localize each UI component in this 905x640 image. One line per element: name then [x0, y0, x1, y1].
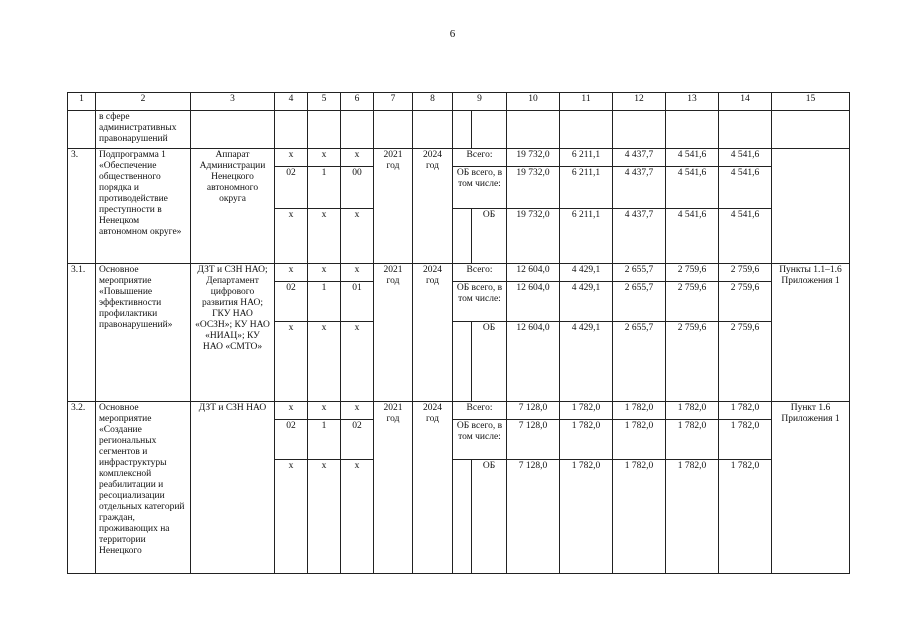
value-cell: 1 782,0	[719, 420, 772, 460]
value-cell: 19 732,0	[507, 149, 560, 167]
kbk-cell: 00	[341, 167, 374, 209]
table-row	[68, 264, 850, 282]
source-label: ОБ	[472, 460, 507, 574]
value-cell: 4 437,7	[613, 209, 666, 264]
value-cell: 6 211,1	[560, 209, 613, 264]
source-label: ОБ	[472, 209, 507, 264]
header-cell: 11	[560, 93, 613, 111]
source-label: Всего:	[453, 402, 507, 420]
program-table	[67, 92, 850, 574]
value-cell: 1 782,0	[560, 460, 613, 574]
page-number: 6	[449, 28, 456, 40]
note-cell	[772, 149, 850, 264]
value-cell: 4 437,7	[613, 167, 666, 209]
source-label: Всего:	[453, 264, 507, 282]
header-cell: 4	[275, 93, 308, 111]
value-cell: 1 782,0	[613, 460, 666, 574]
kbk-cell: х	[308, 209, 341, 264]
executor: ДЗТ и СЗН НАО	[191, 402, 275, 574]
header-cell: 8	[413, 93, 453, 111]
header-cell: 1	[68, 93, 96, 111]
value-cell: 2 655,7	[613, 264, 666, 282]
value-cell: 2 759,6	[666, 322, 719, 402]
kbk-cell: х	[341, 149, 374, 167]
header-cell: 3	[191, 93, 275, 111]
value-cell: 4 437,7	[613, 149, 666, 167]
value-cell: 1 782,0	[719, 460, 772, 574]
kbk-cell: х	[275, 460, 308, 574]
value-cell: 1 782,0	[666, 420, 719, 460]
value-cell: 4 541,6	[666, 149, 719, 167]
value-cell: 2 655,7	[613, 322, 666, 402]
value-cell: 6 211,1	[560, 149, 613, 167]
source-label: ОБ всего, в том числе:	[453, 282, 507, 322]
kbk-cell: 1	[308, 282, 341, 322]
value-cell: 19 732,0	[507, 209, 560, 264]
activity-name: Основное мероприятие «Создание региональных сегментов и инфраструктуры комплексной реабилитации и ресоциализации отдельных категорий граждан, проживающих на территории Ненецкого	[96, 402, 191, 574]
value-cell: 2 655,7	[613, 282, 666, 322]
start-year: 2021 год	[374, 402, 413, 574]
kbk-cell: 01	[341, 282, 374, 322]
header-cell: 15	[772, 93, 850, 111]
header-row	[68, 93, 850, 111]
value-cell: 1 782,0	[719, 402, 772, 420]
kbk-cell: х	[275, 209, 308, 264]
header-cell: 2	[96, 93, 191, 111]
value-cell: 1 782,0	[613, 420, 666, 460]
kbk-cell: 1	[308, 167, 341, 209]
value-cell: 2 759,6	[719, 282, 772, 322]
activity-name: в сфере административных правонарушений	[96, 111, 191, 149]
executor: Аппарат Администрации Ненецкого автономного округа	[191, 149, 275, 264]
kbk-cell: 02	[341, 420, 374, 460]
header-cell: 10	[507, 93, 560, 111]
source-label: ОБ	[472, 322, 507, 402]
value-cell: 4 541,6	[719, 149, 772, 167]
kbk-cell: 02	[275, 282, 308, 322]
kbk-cell: х	[341, 460, 374, 574]
kbk-cell: х	[308, 460, 341, 574]
value-cell: 4 541,6	[719, 167, 772, 209]
header-cell: 6	[341, 93, 374, 111]
value-cell: 4 541,6	[666, 209, 719, 264]
value-cell: 1 782,0	[560, 420, 613, 460]
start-year: 2021 год	[374, 264, 413, 402]
value-cell: 7 128,0	[507, 402, 560, 420]
row-number: 3.1.	[68, 264, 96, 402]
source-label: ОБ всего, в том числе:	[453, 167, 507, 209]
header-cell: 14	[719, 93, 772, 111]
value-cell: 2 759,6	[666, 282, 719, 322]
value-cell: 4 541,6	[719, 209, 772, 264]
value-cell: 1 782,0	[666, 402, 719, 420]
kbk-cell: х	[308, 264, 341, 282]
value-cell: 6 211,1	[560, 167, 613, 209]
activity-name: Подпрограмма 1 «Обеспечение общественного порядка и противодействие преступности в Ненецком автономном округе»	[96, 149, 191, 264]
row-number: 3.2.	[68, 402, 96, 574]
kbk-cell: х	[275, 402, 308, 420]
end-year: 2024 год	[413, 149, 453, 264]
value-cell: 2 759,6	[666, 264, 719, 282]
kbk-cell: х	[275, 149, 308, 167]
value-cell: 12 604,0	[507, 322, 560, 402]
executor: ДЗТ и СЗН НАО; Департамент цифрового развития НАО; ГКУ НАО «ОСЗН»; КУ НАО «НИАЦ»; КУ НАО «СМТО»	[191, 264, 275, 402]
value-cell: 4 429,1	[560, 322, 613, 402]
header-cell: 7	[374, 93, 413, 111]
kbk-cell: х	[341, 264, 374, 282]
note-cell: Пункты 1.1–1.6 Приложения 1	[772, 264, 850, 402]
note-cell: Пункт 1.6 Приложения 1	[772, 402, 850, 574]
value-cell: 7 128,0	[507, 460, 560, 574]
value-cell: 4 429,1	[560, 282, 613, 322]
kbk-cell: х	[341, 209, 374, 264]
value-cell: 1 782,0	[666, 460, 719, 574]
source-label: ОБ всего, в том числе:	[453, 420, 507, 460]
row-number: 3.	[68, 149, 96, 264]
table-row	[68, 149, 850, 167]
value-cell: 2 759,6	[719, 322, 772, 402]
kbk-cell: 02	[275, 167, 308, 209]
header-cell: 5	[308, 93, 341, 111]
header-cell: 12	[613, 93, 666, 111]
value-cell: 12 604,0	[507, 264, 560, 282]
kbk-cell: х	[341, 322, 374, 402]
kbk-cell: х	[308, 149, 341, 167]
value-cell: 7 128,0	[507, 420, 560, 460]
activity-name: Основное мероприятие «Повышение эффективности профилактики правонарушений»	[96, 264, 191, 402]
kbk-cell: 1	[308, 420, 341, 460]
value-cell: 19 732,0	[507, 167, 560, 209]
kbk-cell: х	[308, 402, 341, 420]
header-cell: 9	[453, 93, 507, 111]
kbk-cell: х	[308, 322, 341, 402]
kbk-cell: 02	[275, 420, 308, 460]
start-year: 2021 год	[374, 149, 413, 264]
kbk-cell: х	[341, 402, 374, 420]
value-cell: 1 782,0	[560, 402, 613, 420]
end-year: 2024 год	[413, 264, 453, 402]
value-cell: 2 759,6	[719, 264, 772, 282]
table-row-continuation	[68, 111, 850, 149]
table-row	[68, 402, 850, 420]
header-cell: 13	[666, 93, 719, 111]
source-label: Всего:	[453, 149, 507, 167]
kbk-cell: х	[275, 322, 308, 402]
value-cell: 4 429,1	[560, 264, 613, 282]
kbk-cell: х	[275, 264, 308, 282]
end-year: 2024 год	[413, 402, 453, 574]
value-cell: 1 782,0	[613, 402, 666, 420]
value-cell: 4 541,6	[666, 167, 719, 209]
value-cell: 12 604,0	[507, 282, 560, 322]
